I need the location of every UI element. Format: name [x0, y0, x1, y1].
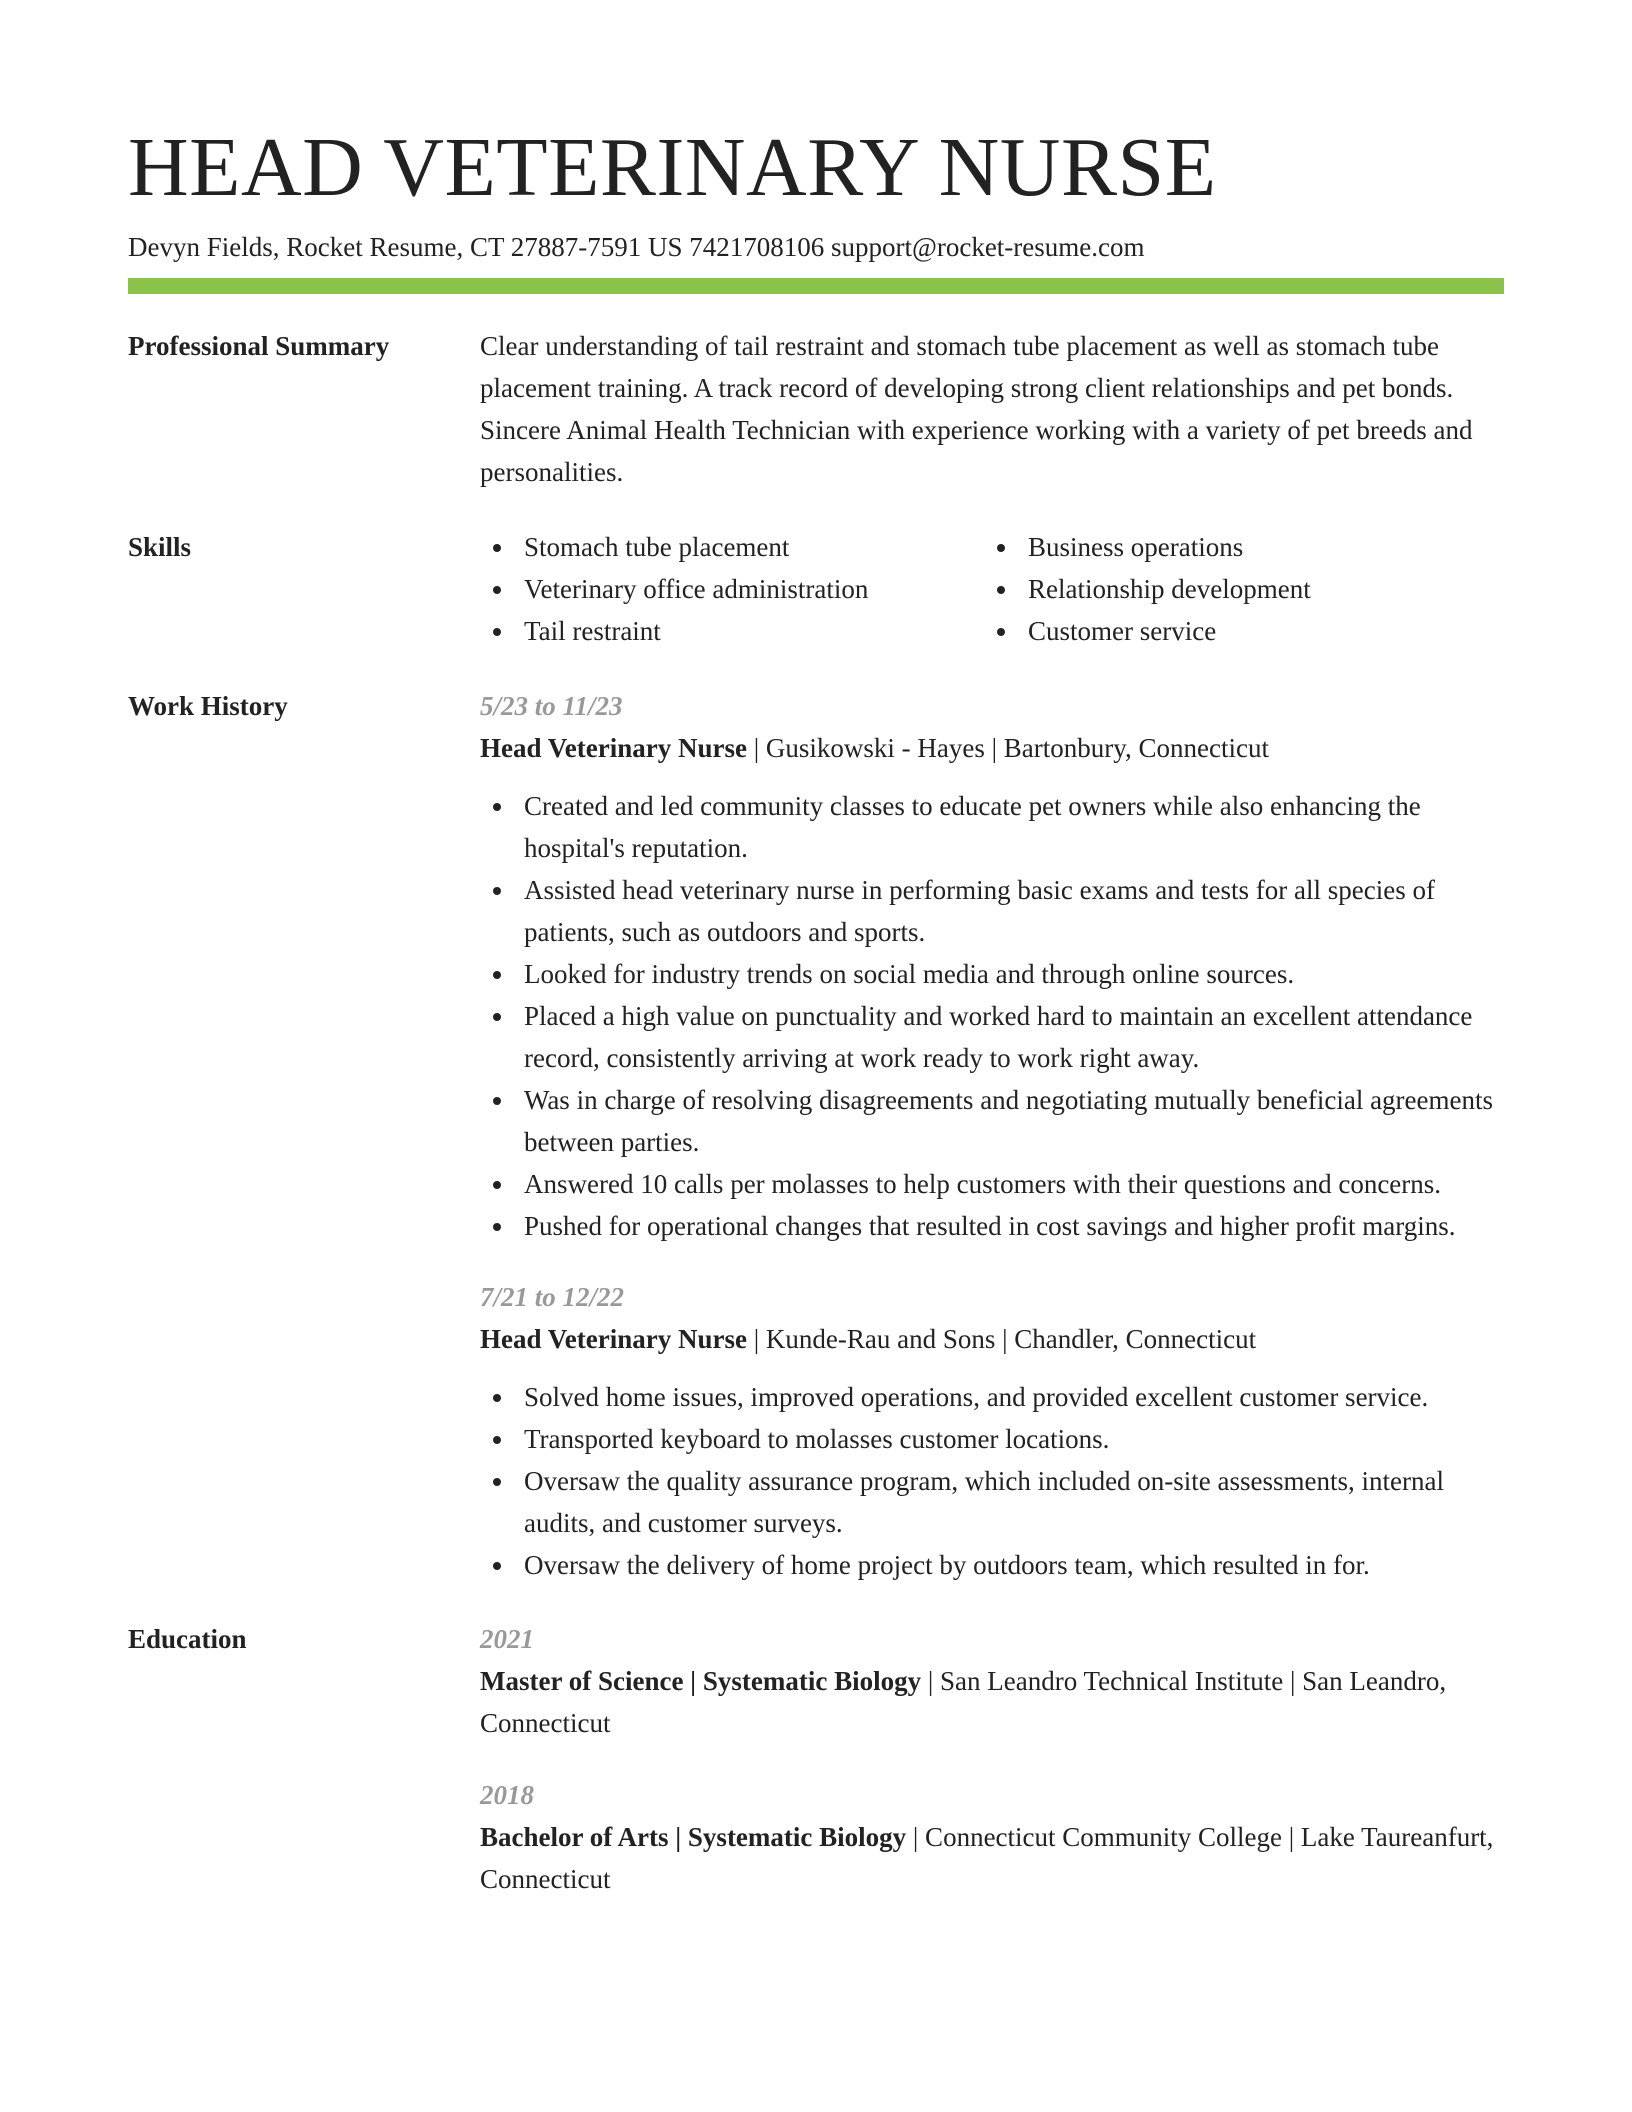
job-entry	[480, 1276, 1504, 1586]
education-entry	[480, 1774, 1504, 1900]
skill-item: Customer service	[984, 610, 1311, 652]
degree-title: Bachelor of Arts | Systematic Biology	[480, 1822, 907, 1852]
job-bullet: Placed a high value on punctuality and worked hard to maintain an excellent attendance record, consistently arriving at work ready to work right away.	[480, 995, 1504, 1079]
work-history-section	[128, 685, 1504, 1586]
job-bullet: Looked for industry trends on social media and through online sources.	[480, 953, 1504, 995]
job-title: Head Veterinary Nurse	[480, 1324, 747, 1354]
job-bullets	[480, 785, 1504, 1247]
skill-item: Tail restraint	[480, 610, 984, 652]
job-bullets	[480, 1376, 1504, 1586]
job-bullet: Pushed for operational changes that resulted in cost savings and higher profit margins.	[480, 1205, 1504, 1247]
job-bullet: Answered 10 calls per molasses to help customers with their questions and concerns.	[480, 1163, 1504, 1205]
skills-column-1	[480, 526, 984, 652]
job-bullet: Solved home issues, improved operations, and provided excellent customer service.	[480, 1376, 1504, 1418]
job-bullet: Oversaw the delivery of home project by outdoors team, which resulted in for.	[480, 1544, 1504, 1586]
education-heading-line	[480, 1660, 1504, 1744]
school-location: | Connecticut Community College | Lake Taureanfurt, Connecticut	[480, 1822, 1494, 1894]
job-bullet: Was in charge of resolving disagreements and negotiating mutually beneficial agreements between parties.	[480, 1079, 1504, 1163]
summary-text: Clear understanding of tail restraint and stomach tube placement as well as stomach tube placement training. A track record of developing strong client relationships and pet bonds. Sincere Animal Health Technician with experience working with a variety of pet breeds and personalities.	[480, 331, 1473, 487]
summary-section	[128, 325, 1504, 493]
job-date: 7/21 to 12/22	[480, 1282, 625, 1312]
job-bullet: Assisted head veterinary nurse in performing basic exams and tests for all species of patients, such as outdoors and sports.	[480, 869, 1504, 953]
job-heading	[480, 727, 1504, 769]
education-heading: Education	[128, 1624, 247, 1654]
skills-list	[480, 526, 1504, 652]
work-history-body	[480, 685, 1504, 1586]
job-heading	[480, 1318, 1504, 1360]
skill-item: Stomach tube placement	[480, 526, 984, 568]
job-employer-location: | Kunde-Rau and Sons | Chandler, Connecticut	[746, 1324, 1257, 1354]
resume-title: HEAD VETERINARY NURSE	[128, 121, 1217, 214]
job-date: 5/23 to 11/23	[480, 691, 623, 721]
job-bullet: Created and led community classes to educate pet owners while also enhancing the hospital's reputation.	[480, 785, 1504, 869]
education-section	[128, 1618, 1504, 1900]
work-history-heading: Work History	[128, 691, 288, 721]
skills-section	[128, 526, 1504, 652]
skill-item: Veterinary office administration	[480, 568, 984, 610]
job-employer-location: | Gusikowski - Hayes | Bartonbury, Connecticut	[746, 733, 1269, 763]
skill-item: Relationship development	[984, 568, 1311, 610]
education-date: 2018	[480, 1780, 534, 1810]
education-body	[480, 1618, 1504, 1900]
skills-heading: Skills	[128, 532, 192, 562]
job-title: Head Veterinary Nurse	[480, 733, 747, 763]
job-bullet: Oversaw the quality assurance program, which included on-site assessments, internal audits, and customer surveys.	[480, 1460, 1504, 1544]
contact-line: Devyn Fields, Rocket Resume, CT 27887-7591 US 7421708106 support@rocket-resume.com	[128, 232, 1145, 262]
school-location: | San Leandro Technical Institute | San Leandro, Connecticut	[480, 1666, 1447, 1738]
education-entry	[480, 1618, 1504, 1744]
degree-title: Master of Science | Systematic Biology	[480, 1666, 922, 1696]
resume-page	[128, 118, 1504, 1900]
summary-heading: Professional Summary	[128, 331, 390, 361]
education-heading-line	[480, 1816, 1504, 1900]
job-bullet: Transported keyboard to molasses customer locations.	[480, 1418, 1504, 1460]
skill-item: Business operations	[984, 526, 1311, 568]
job-entry	[480, 685, 1504, 1247]
education-date: 2021	[480, 1624, 534, 1654]
accent-divider	[128, 278, 1504, 294]
skills-column-2	[984, 526, 1311, 652]
